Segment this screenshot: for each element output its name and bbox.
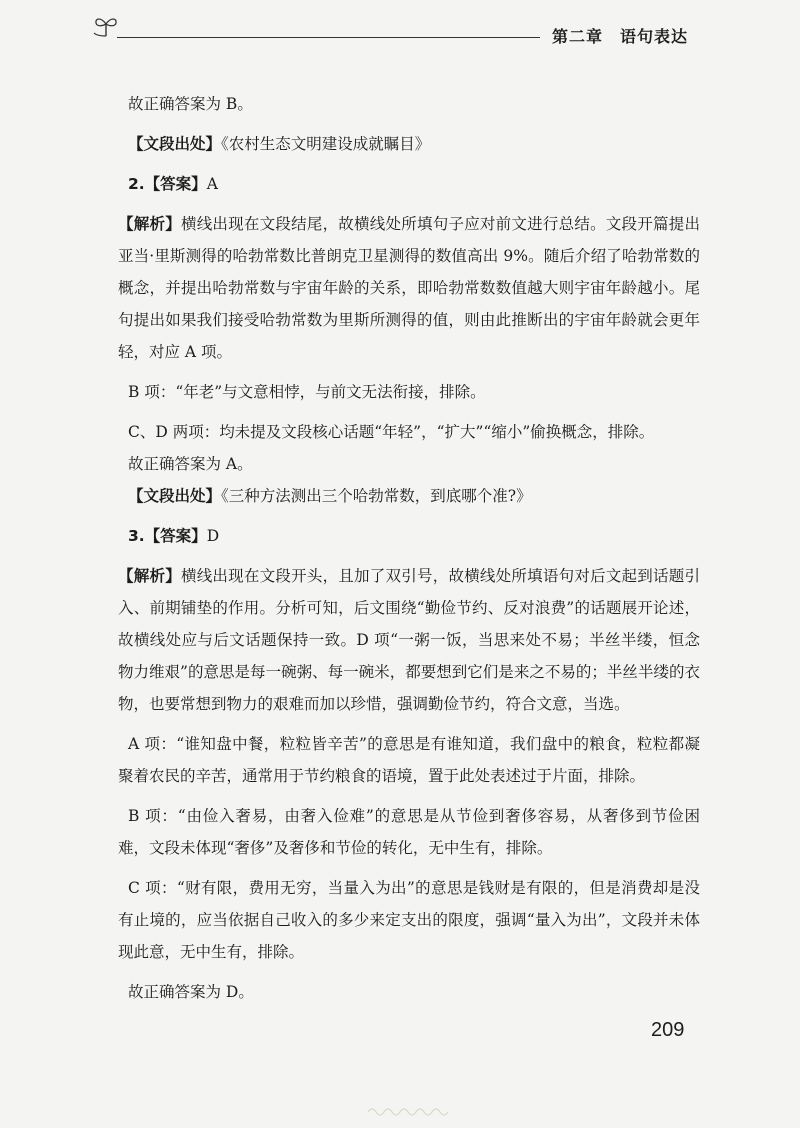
watermark (0, 1100, 800, 1120)
source-line: 【文段出处】《三种方法测出三个哈勃常数，到底哪个准?》 (128, 487, 532, 505)
analysis-paragraph: 【解析】横线出现在文段结尾，故横线处所填句子应对前文进行总结。文段开篇提出亚当·里斯测得的哈勃常数比普朗克卫星测得的数值高出 9%。随后介绍了哈勃常数的概念，并提出哈勃常数与宇宙年龄的关系，即哈勃常数数值越大则宇宙年龄越小。尾句提出如果我们接受哈勃常数为里斯所测得的值，则由此推断出的宇宙年龄就会更年轻，对应 A 项。 (118, 215, 700, 361)
paragraph: C、D 两项：均未提及文段核心话题“年轻”，“扩大”“缩小”偷换概念，排除。 (128, 423, 655, 441)
page-header (0, 0, 800, 60)
paragraph: B 项：“由俭入奢易，由奢入俭难”的意思是从节俭到奢侈容易，从奢侈到节俭困难，文段未体现“奢侈”及奢侈和节俭的转化，无中生有，排除。 (118, 807, 700, 857)
chapter-title: 第二章 语句表达 (552, 27, 689, 46)
analysis-paragraph: 【解析】横线出现在文段开头，且加了双引号，故横线处所填语句对后文起到话题引入、前期铺垫的作用。分析可知，后文围绕“勤俭节约、反对浪费”的话题展开论述，故横线处应与后文话题保持一致。D 项“一粥一饭，当思来处不易；半丝半缕，恒念物力维艰”的意思是每一碗粥、每一碗米，都要想到它们是来之不易的；半丝半缕的衣物，也要常想到物力的艰难而加以珍惜，强调勤俭节约，符合文意，当选。 (118, 567, 700, 713)
page-number: 209 (651, 1019, 685, 1041)
sprout-icon (93, 14, 119, 38)
answer-tag: 3.【答案】 (128, 527, 207, 545)
source-tag: 【文段出处】 (128, 135, 222, 153)
answer-tag: 2.【答案】 (128, 175, 207, 193)
paragraph: C 项：“财有限，费用无穷，当量入为出”的意思是钱财是有限的，但是消费却是没有止境的，应当依据自己收入的多少来定支出的限度，强调“量入为出”，文段并未体现此意，无中生有，排除。 (118, 879, 700, 961)
source-tag: 【文段出处】 (128, 487, 222, 505)
page-body (118, 88, 700, 1008)
header-rule (117, 37, 540, 38)
analysis-tag: 【解析】 (118, 567, 181, 585)
paragraph: B 项：“年老”与文意相悖，与前文无法衔接，排除。 (128, 383, 486, 401)
paragraph: 故正确答案为 A。 (128, 455, 253, 473)
answer-line: 2.【答案】A (128, 175, 218, 193)
answer-line: 3.【答案】D (128, 527, 220, 545)
source-line: 【文段出处】《农村生态文明建设成就瞩目》 (128, 135, 431, 153)
paragraph: 故正确答案为 D。 (128, 983, 254, 1001)
paragraph: 故正确答案为 B。 (128, 95, 253, 113)
paragraph: A 项：“谁知盘中餐，粒粒皆辛苦”的意思是有谁知道，我们盘中的粮食，粒粒都凝聚着农民的辛苦，通常用于节约粮食的语境，置于此处表述过于片面，排除。 (118, 735, 700, 785)
analysis-tag: 【解析】 (118, 215, 181, 233)
